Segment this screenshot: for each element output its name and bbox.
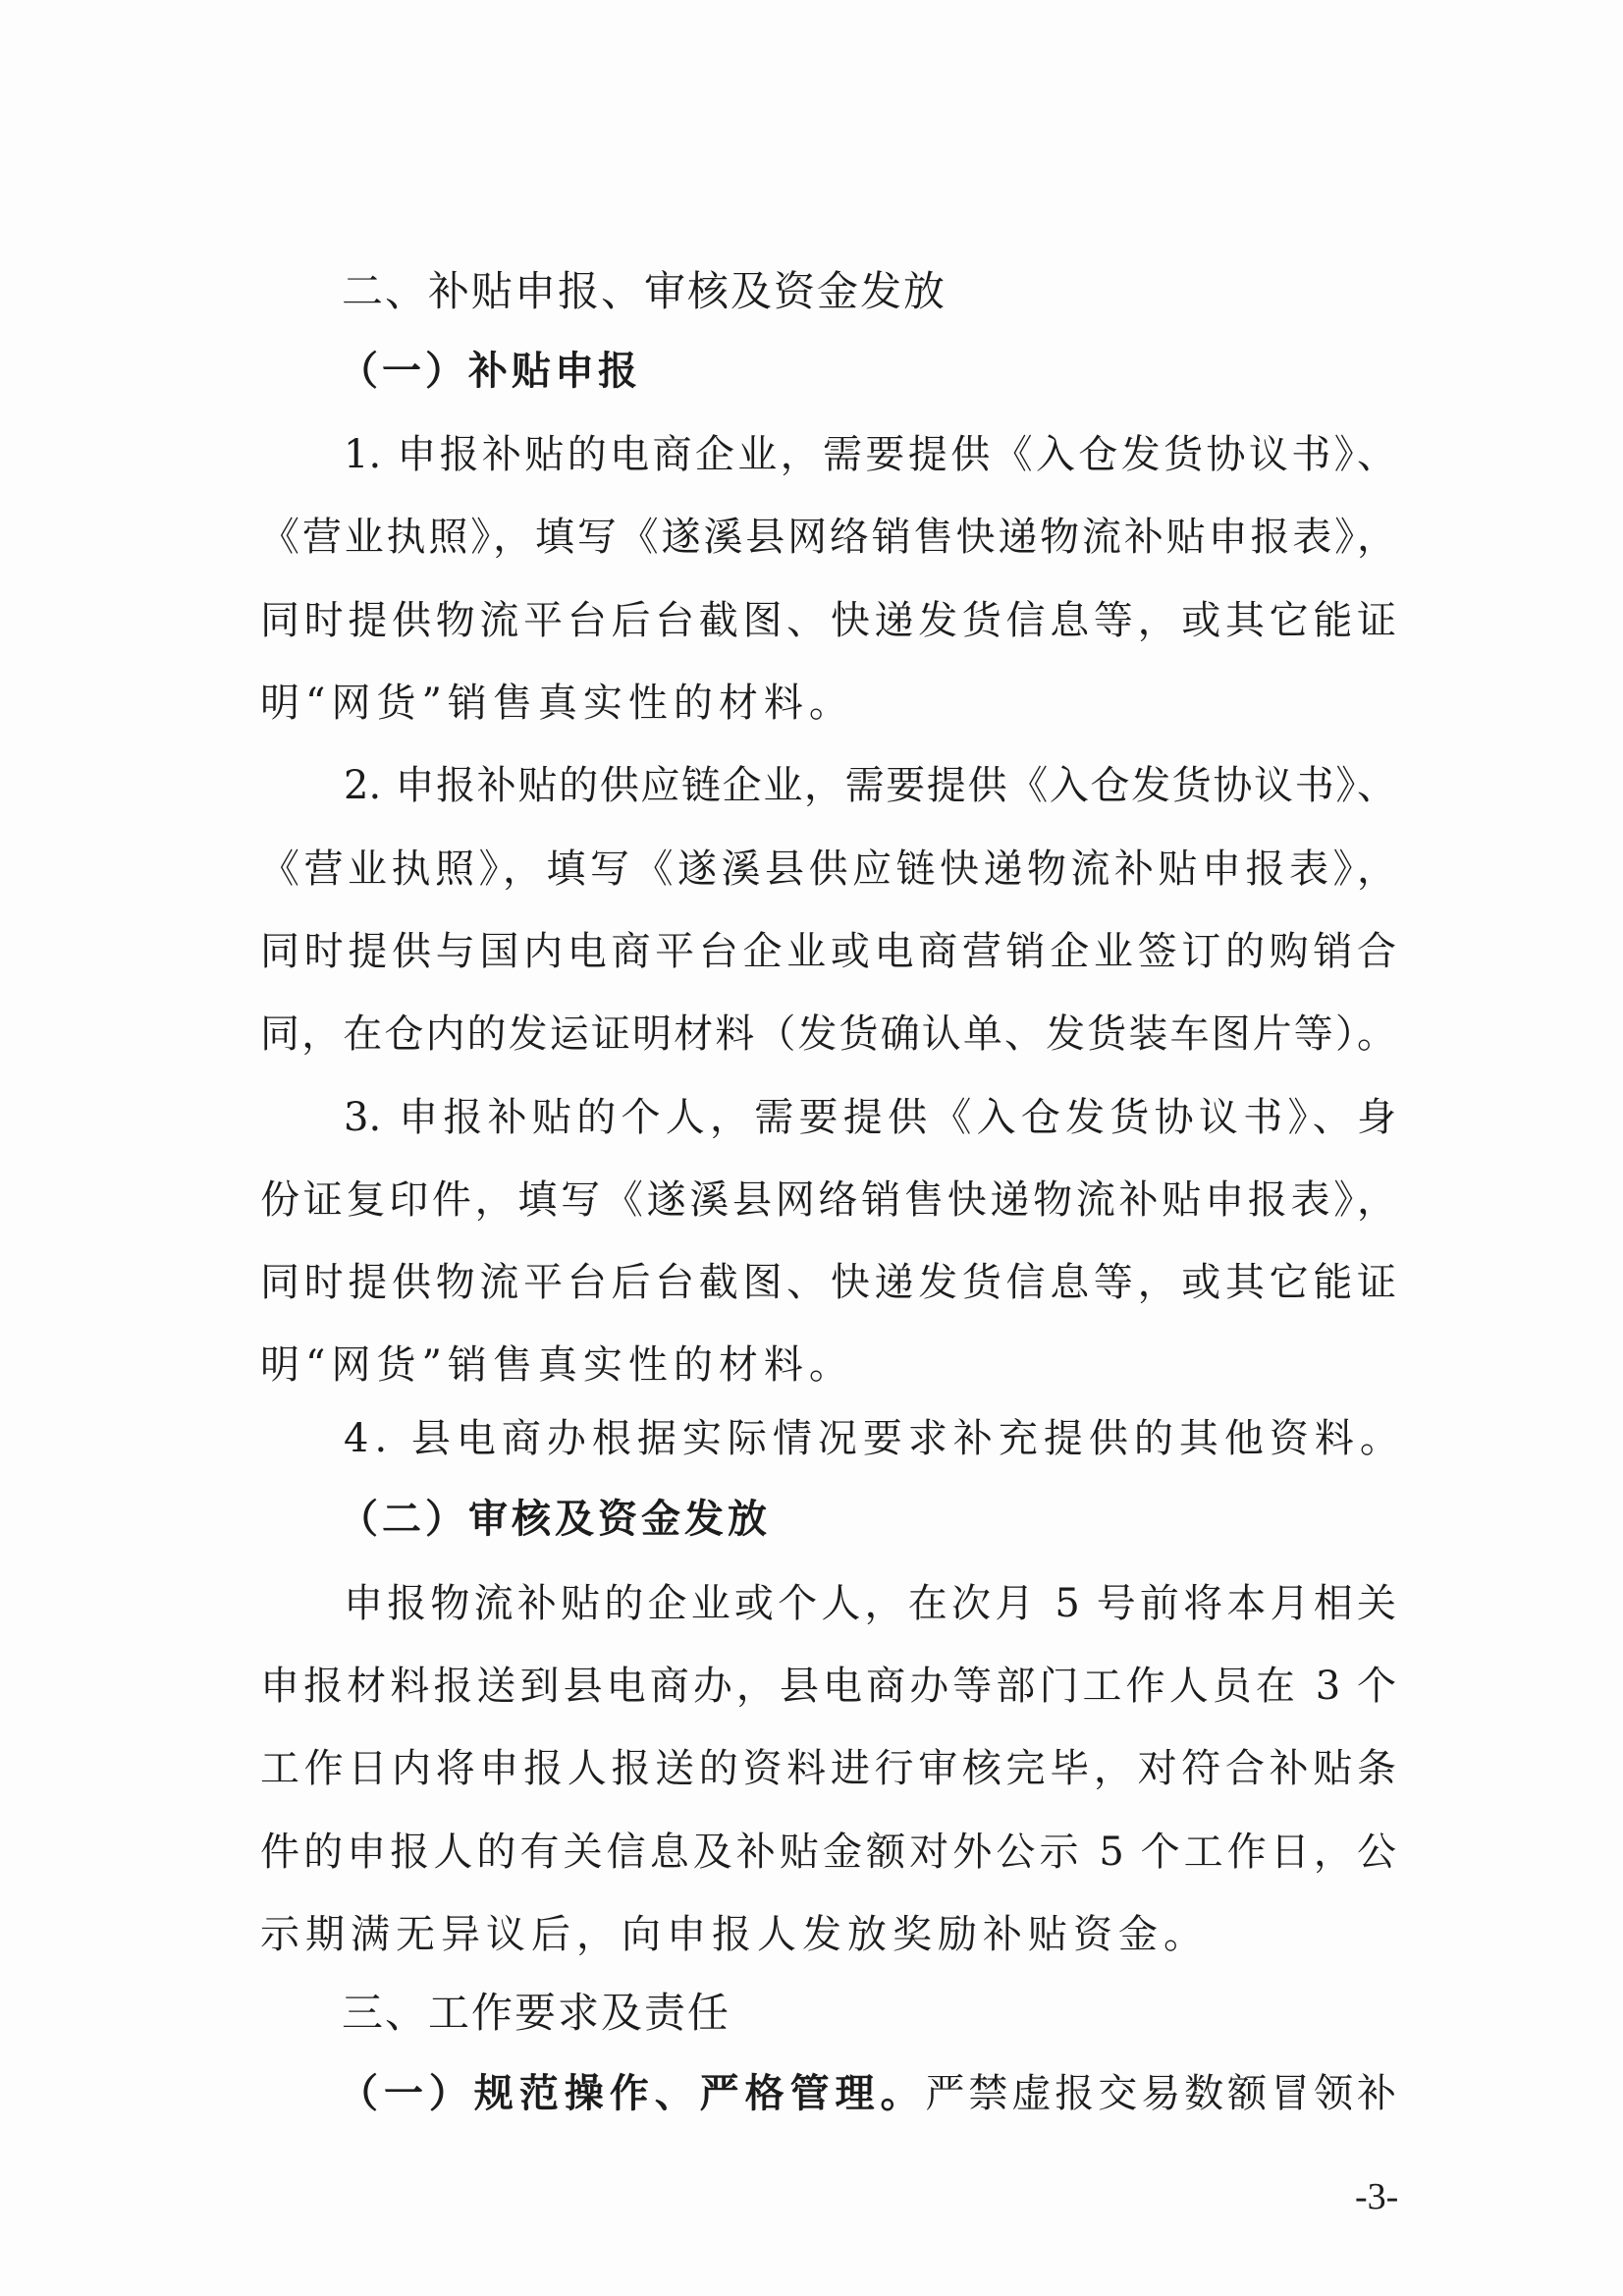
paragraph-line: 3. 申报补贴的个人，需要提供《入仓发货协议书》、身 xyxy=(344,1095,1396,1140)
paragraph-line: 明“网货”销售真实性的材料。 xyxy=(260,1342,854,1388)
paragraph-line: 同时提供物流平台后台截图、快递发货信息等，或其它能证 xyxy=(260,1260,1396,1305)
paragraph-line: 申报材料报送到县电商办，县电商办等部门工作人员在 3 个 xyxy=(260,1664,1396,1709)
paragraph-line: 《营业执照》，填写《遂溪县网络销售快递物流补贴申报表》， xyxy=(260,515,1396,560)
page-number: -3- xyxy=(1355,2176,1399,2217)
paragraph-line: 份证复印件，填写《遂溪县网络销售快递物流补贴申报表》， xyxy=(260,1177,1396,1223)
section-heading: 三、工作要求及责任 xyxy=(342,1989,731,2037)
paragraph-line: 《营业执照》，填写《遂溪县供应链快递物流补贴申报表》， xyxy=(260,847,1396,892)
bold-lead-text: （一）规范操作、严格管理。 xyxy=(339,2071,926,2116)
paragraph-line: 同时提供物流平台后台截图、快递发货信息等，或其它能证 xyxy=(260,598,1396,643)
paragraph-line: 申报物流补贴的企业或个人，在次月 5 号前将本月相关 xyxy=(344,1581,1396,1626)
paragraph-line xyxy=(339,2064,1396,2123)
paragraph-line: 2. 申报补贴的供应链企业，需要提供《入仓发货协议书》、 xyxy=(344,763,1396,808)
subsection-heading: （二）审核及资金发放 xyxy=(339,1497,771,1542)
section-heading: 二、补贴申报、审核及资金发放 xyxy=(342,267,947,315)
paragraph-line: 示期满无异议后，向申报人发放奖励补贴资金。 xyxy=(260,1912,1209,1957)
paragraph-line: 4. 县电商办根据实际情况要求补充提供的其他资料。 xyxy=(344,1416,1405,1461)
paragraph-line: 件的申报人的有关信息及补贴金额对外公示 5 个工作日，公 xyxy=(260,1830,1396,1875)
paragraph-line: 同，在仓内的发运证明材料（发货确认单、发货装车图片等）。 xyxy=(260,1011,1396,1057)
subsection-heading: （一）补贴申报 xyxy=(339,349,641,394)
paragraph-line: 明“网货”销售真实性的材料。 xyxy=(260,681,854,726)
paragraph-line: 工作日内将申报人报送的资料进行审核完毕，对符合补贴条 xyxy=(260,1746,1396,1791)
paragraph-line: 同时提供与国内电商平台企业或电商营销企业签订的购销合 xyxy=(260,929,1396,974)
paragraph-line: 1. 申报补贴的电商企业，需要提供《入仓发货协议书》、 xyxy=(344,432,1396,477)
paragraph-text: 严禁虚报交易数额冒领补 xyxy=(925,2071,1397,2116)
